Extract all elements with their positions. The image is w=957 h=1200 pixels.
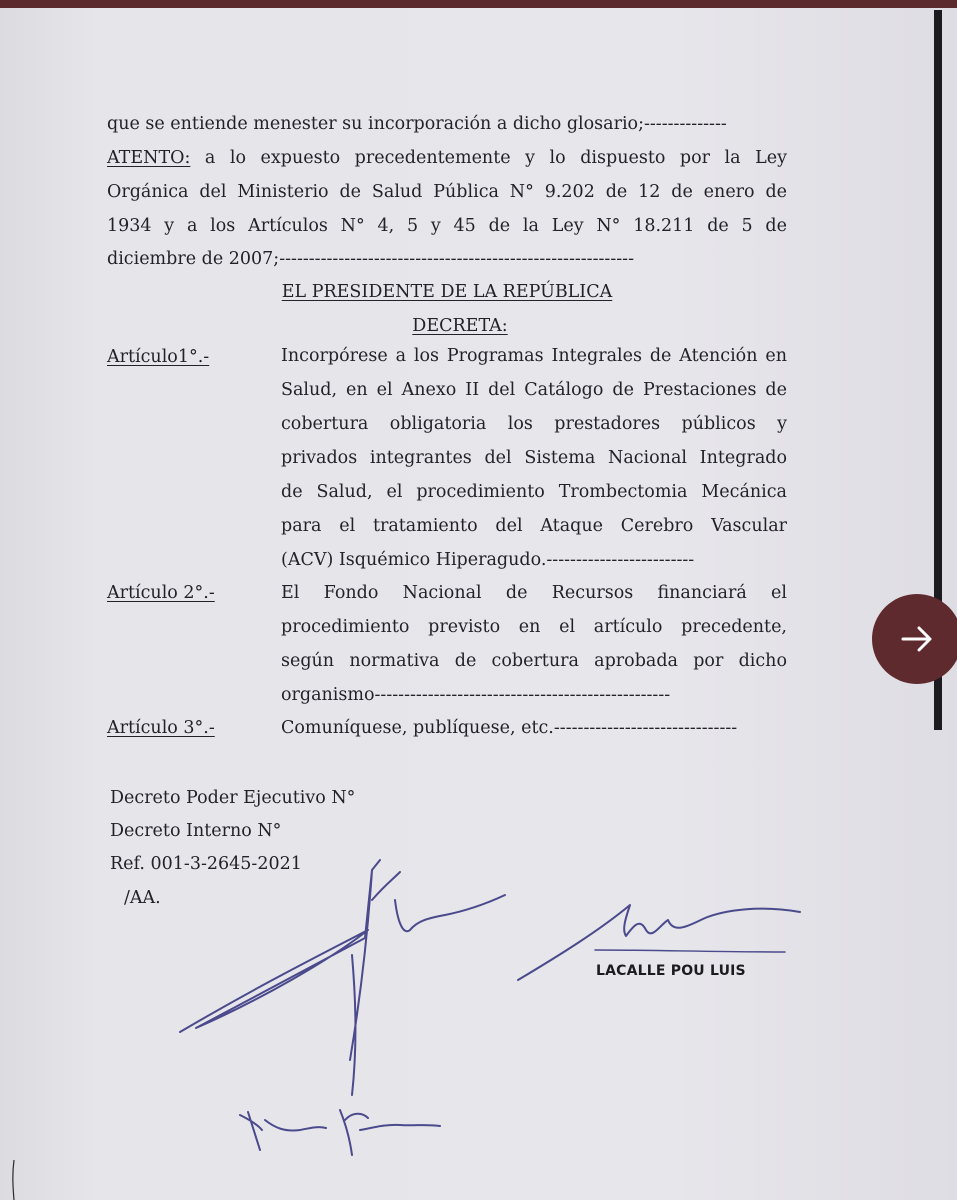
article-1-line: privados integrantes del Sistema Nacional Integrado [281,448,787,468]
article-2-line: El Fondo Nacional de Recursos financiará el [281,583,787,603]
atento-line-2: Orgánica del Ministerio de Salud Pública N° 9.202 de 12 de enero de [107,182,787,202]
article-1-line: cobertura obligatoria los prestadores públicos y [281,414,787,434]
atento-text-1: a lo expuesto precedentemente y lo dispuesto por la Ley [204,148,787,168]
article-2-line: organismo [281,685,375,705]
atento-line-3: 1934 y a los Artículos N° 4, 5 y 45 de la Ley N° 18.211 de 5 de [107,216,787,236]
intro-line: que se entiende menester su incorporación a dicho glosario;-------------- [107,114,727,134]
page-crease [13,1160,14,1200]
intro-text: que se entiende menester su incorporación a dicho glosario; [107,114,644,134]
footer-ref: Ref. 001-3-2645-2021 [110,854,302,874]
article-1-line: para el tratamiento del Ataque Cerebro Vascular [281,516,787,536]
article-1-line: Salud, en el Anexo II del Catálogo de Prestaciones de [281,380,787,400]
article-3-label: Artículo 3°.- [107,718,215,738]
article-3-line-wrap: Comuníquese, publíquese, etc.------------------------------- [281,718,738,738]
article-2-label: Artículo 2°.- [107,583,215,603]
arrow-right-icon [897,619,937,659]
article-2-last-line: organismo-------------------------------------------------- [281,685,671,705]
article-3-line: Comuníquese, publíquese, etc. [281,718,554,738]
footer-decreto-interno: Decreto Interno N° [110,821,282,841]
signature-right [518,905,800,980]
signature-initials [240,1110,440,1155]
article-1-label: Artículo1°.- [107,347,210,367]
article-1-last-line: (ACV) Isquémico Hiperagudo.------------------------- [281,550,695,570]
atento-label: ATENTO: [107,148,191,168]
atento-text-4: diciembre de 2007; [107,249,280,269]
atento-line-4: diciembre de 2007;------------------------------------------------------------ [107,249,634,269]
signature-left [180,860,505,1095]
article-1-line: (ACV) Isquémico Hiperagudo. [281,550,547,570]
article-1-line: de Salud, el procedimiento Trombectomia Mecánica [281,482,787,502]
next-page-button[interactable] [872,594,957,684]
signature-underline [595,950,785,952]
article-2-line: procedimiento previsto en el artículo precedente, [281,617,787,637]
signatory-name: LACALLE POU LUIS [596,963,746,979]
heading: EL PRESIDENTE DE LA REPÚBLICA [281,282,613,302]
subheading: DECRETA: [412,316,508,336]
footer-decreto-pe: Decreto Poder Ejecutivo N° [110,788,356,808]
footer-initials: /AA. [124,888,161,908]
article-2-line: según normativa de cobertura aprobada por dicho [281,651,787,671]
article-1-line: Incorpórese a los Programas Integrales de Atención en [281,346,787,366]
